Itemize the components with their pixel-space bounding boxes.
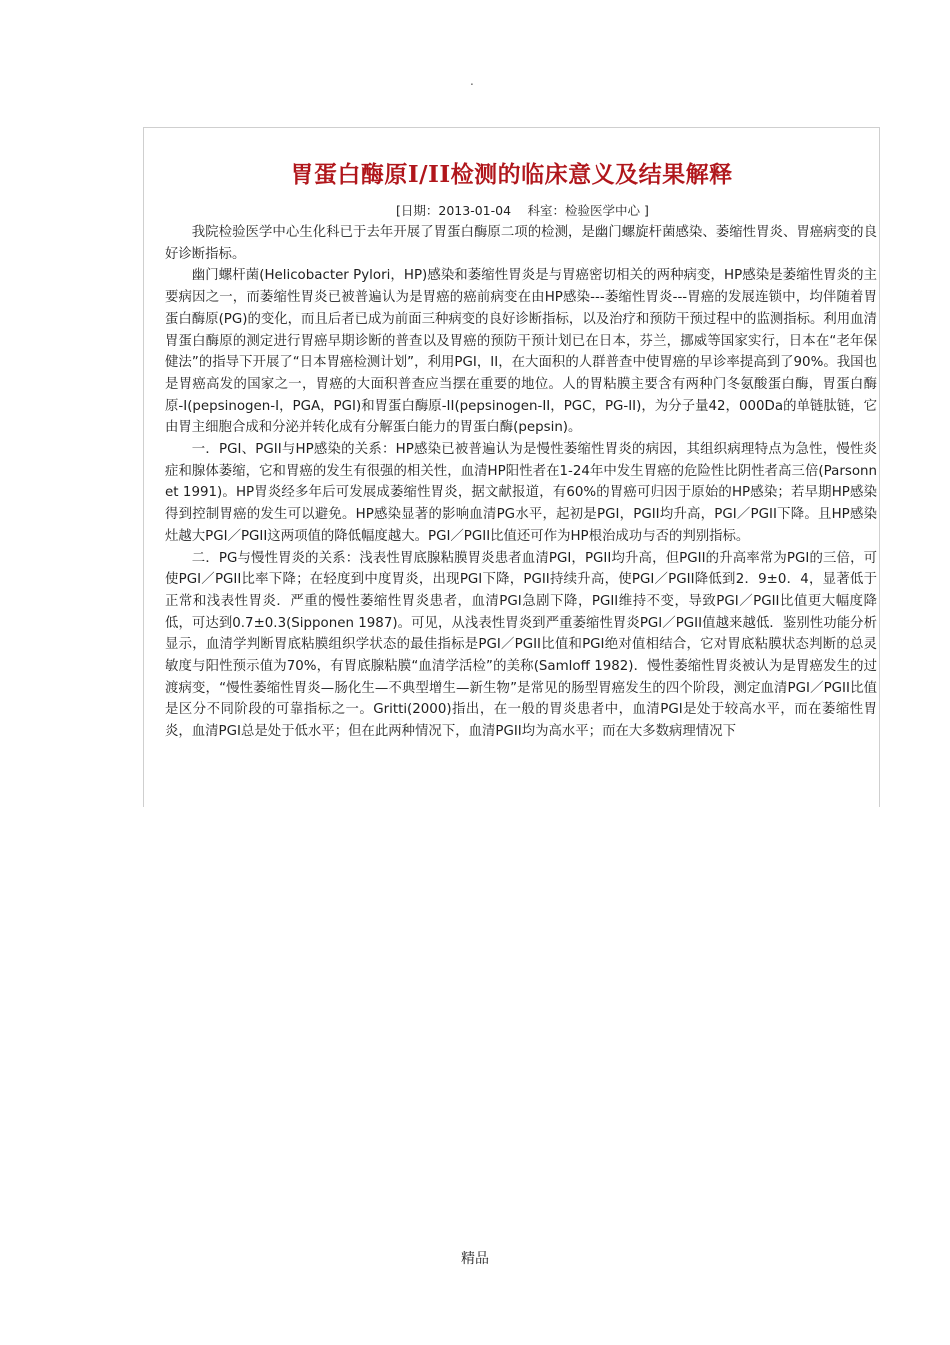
article-paragraph: 一．PGI、PGII与HP感染的关系：HP感染已被普遍认为是慢性萎缩性胃炎的病因，其组织病理特点为急性，慢性炎症和腺体萎缩，它和胃癌的发生有很强的相关性，血清HP阳性者在1-24年中发生胃癌的危险性比阴性者高三倍(Parsonnet 1991)。HP胃炎经多年后可发展成萎缩性胃炎，据文献报道，有60%的胃癌可归因于原始的HP感染；若早期HP感染得到控制胃癌的发生可以避免。HP感染显著的影响血清PG水平，起初是PGI，PGII均升高，PGI／PGII下降。且HP感染灶越大PGI／PGII这两项值的降低幅度越大。PGI／PGII比值还可作为HP根治成功与否的判别指标。 xyxy=(165,442,877,544)
article-paragraph: 二．PG与慢性胃炎的关系：浅表性胃底腺粘膜胃炎患者血清PGI，PGII均升高，但PGII的升高率常为PGI的三倍，可使PGI／PGII比率下降；在轻度到中度胃炎，出现PGI下降，PGII持续升高，使PGI／PGII降低到2．9±0．4，显著低于正常和浅表性胃炎．严重的慢性萎缩性胃炎患者，血清PGI急剧下降，PGII维持不变，导致PGI／PGII比值更大幅度降低，可达到0.7±0.3(Sipponen 1987)。可见，从浅表性胃炎到严重萎缩性胃炎PGI／PGII值越来越低．鉴别性功能分析显示，血清学判断胃底粘膜组织学状态的最佳指标是PGI／PGII比值和PGI绝对值相结合，它对胃底粘膜状态判断的总灵敏度与阳性预示值为70%，有胃底腺粘膜“血清学活检”的美称(Samloff 1982)．慢性萎缩性胃炎被认为是胃癌发生的过渡病变，“慢性萎缩性胃炎—肠化生—不典型增生—新生物”是常见的肠型胃癌发生的四个阶段，测定血清PGI／PGII比值是区分不同阶段的可靠指标之一。Gritti(2000)指出，在一般的胃炎患者中，血清PGI是处于较高水平，而在萎缩性胃炎，血清PGI总是处于低水平；但在此两种情况下，血清PGII均为高水平；而在大多数病理情况下 xyxy=(165,550,877,740)
article-frame xyxy=(143,127,880,807)
page-footer: 精品 xyxy=(461,1251,489,1267)
article-title: 胃蛋白酶原I/II检测的临床意义及结果解释 xyxy=(290,161,733,188)
article-meta: [日期：2013-01-04 科室：检验医学中心 ] xyxy=(396,203,649,218)
page-top-mark: . xyxy=(470,74,474,88)
article-paragraph: 我院检验医学中心生化科已于去年开展了胃蛋白酶原二项的检测，是幽门螺旋杆菌感染、萎缩性胃炎、胃癌病变的良好诊断指标。 xyxy=(165,225,877,262)
article-paragraph: 幽门螺杆菌(Helicobacter Pylori，HP)感染和萎缩性胃炎是与胃癌密切相关的两种病变，HP感染是萎缩性胃炎的主要病因之一，而萎缩性胃炎已被普遍认为是胃癌的癌前病变在由HP感染---萎缩性胃炎---胃癌的发展连锁中，均伴随着胃蛋白酶原(PG)的变化，而且后者已成为前面三种病变的良好诊断指标，以及治疗和预防干预过程中的监测指标。利用血清胃蛋白酶原的测定进行胃癌早期诊断的普查以及胃癌的预防干预计划已在日本，芬兰，挪威等国家实行，日本在“老年保健法”的指导下开展了“日本胃癌检测计划”，利用PGI，II，在大面积的人群普查中使胃癌的早诊率提高到了90%。我国也是胃癌高发的国家之一，胃癌的大面积普查应当摆在重要的地位。人的胃粘膜主要含有两种门冬氨酸蛋白酶，胃蛋白酶原-I(pepsinogen-I，PGA，PGI)和胃蛋白酶原-II(pepsinogen-II，PGC，PG-II)，为分子量42，000Da的单链肽链，它由胃主细胞合成和分泌并转化成有分解蛋白能力的胃蛋白酶(pepsin)。 xyxy=(165,268,877,436)
article-body xyxy=(165,222,877,743)
